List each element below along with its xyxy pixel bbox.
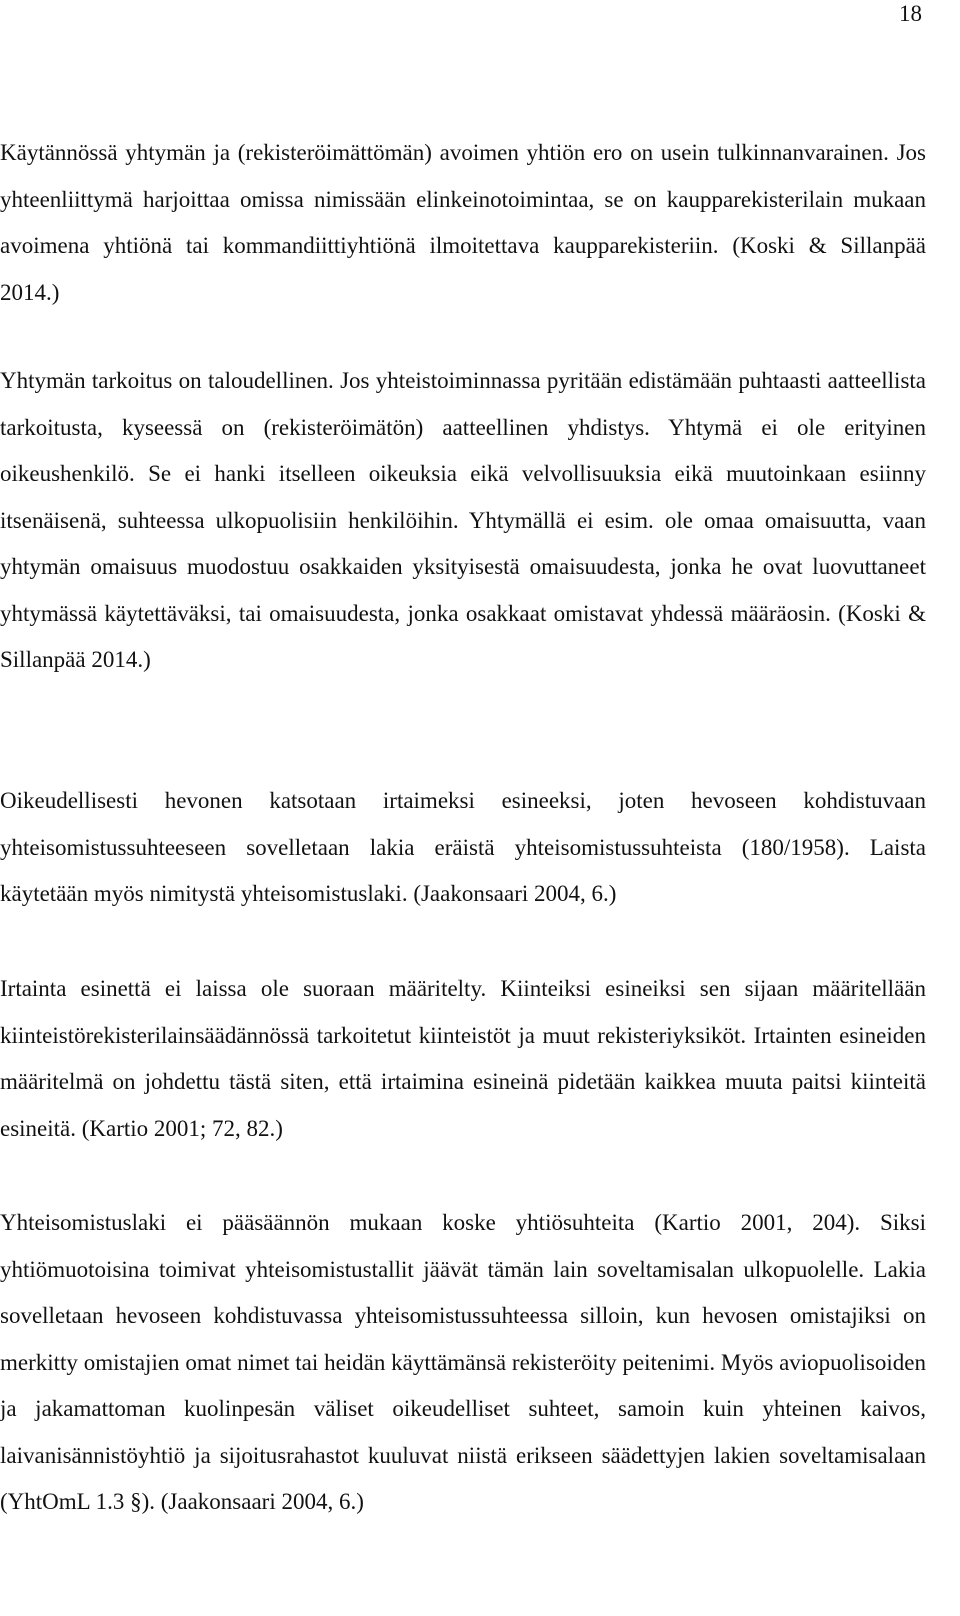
- paragraph-yhtyma-vs-avoin-yhtio: Käytännössä yhtymän ja (rekisteröimättömän) avoimen yhtiön ero on usein tulkinnanvarainen. Jos yhteenliittymä harjoittaa omissa nimissään elinkeinotoimintaa, se on kaupparekisterilain mukaan avoimena yhtiönä tai kommandiittiyhtiönä ilmoitettava kaupparekisteriin. (Koski & Sillanpää 2014.): [0, 140, 926, 305]
- page-number: 18: [899, 1, 922, 26]
- paragraph-hevonen-irtain-esine: Oikeudellisesti hevonen katsotaan irtaimeksi esineeksi, joten hevoseen kohdistuvaan yhteisomistussuhteeseen sovelletaan lakia eräistä yhteisomistussuhteista (180/1958). Laista käytetään myös nimitystä yhteisomistuslaki. (Jaakonsaari 2004, 6.): [0, 788, 926, 906]
- paragraph-irtaimen-maaritelma: Irtainta esinettä ei laissa ole suoraan määritelty. Kiinteiksi esineiksi sen sijaan määritellään kiinteistörekisterilainsäädännössä tarkoitetut kiinteistöt ja muut rekisteriyksiköt. Irtainten esineiden määritelmä on johdettu tästä siten, että irtaimina esineinä pidetään kaikkea muuta paitsi kiinteitä esineitä. (Kartio 2001; 72, 82.): [0, 976, 926, 1141]
- paragraph-yhtyman-tarkoitus: Yhtymän tarkoitus on taloudellinen. Jos yhteistoiminnassa pyritään edistämään puhtaasti aatteellista tarkoitusta, kyseessä on (rekisteröimätön) aatteellinen yhdistys. Yhtymä ei ole erityinen oikeushenkilö. Se ei hanki itselleen oikeuksia eikä velvollisuuksia eikä muutoinkaan esiinny itsenäisenä, suhteessa ulkopuolisiin henkilöihin. Yhtymällä ei esim. ole omaa omaisuutta, vaan yhtymän omaisuus muodostuu osakkaiden yksityisestä omaisuudesta, jonka he ovat luovuttaneet yhtymässä käytettäväksi, tai omaisuudesta, jonka osakkaat omistavat yhdessä määräosin. (Koski & Sillanpää 2014.): [0, 368, 926, 672]
- paragraph-yhteisomistuslaki-soveltamisala: Yhteisomistuslaki ei pääsäännön mukaan koske yhtiösuhteita (Kartio 2001, 204). Siksi yhtiömuotoisina toimivat yhteisomistustallit jäävät tämän lain soveltamisalan ulkopuolelle. Lakia sovelletaan hevoseen kohdistuvassa yhteisomistussuhteessa silloin, kun hevosen omistajiksi on merkitty omistajien omat nimet tai heidän käyttämänsä rekisteröity peitenimi. Myös aviopuolisoiden ja jakamattoman kuolinpesän väliset oikeudelliset suhteet, samoin kuin yhteinen kaivos, laivanisännistöyhtiö ja sijoitusrahastot kuuluvat niistä erikseen säädettyjen lakien soveltamisalaan (YhtOmL 1.3 §). (Jaakonsaari 2004, 6.): [0, 1210, 926, 1514]
